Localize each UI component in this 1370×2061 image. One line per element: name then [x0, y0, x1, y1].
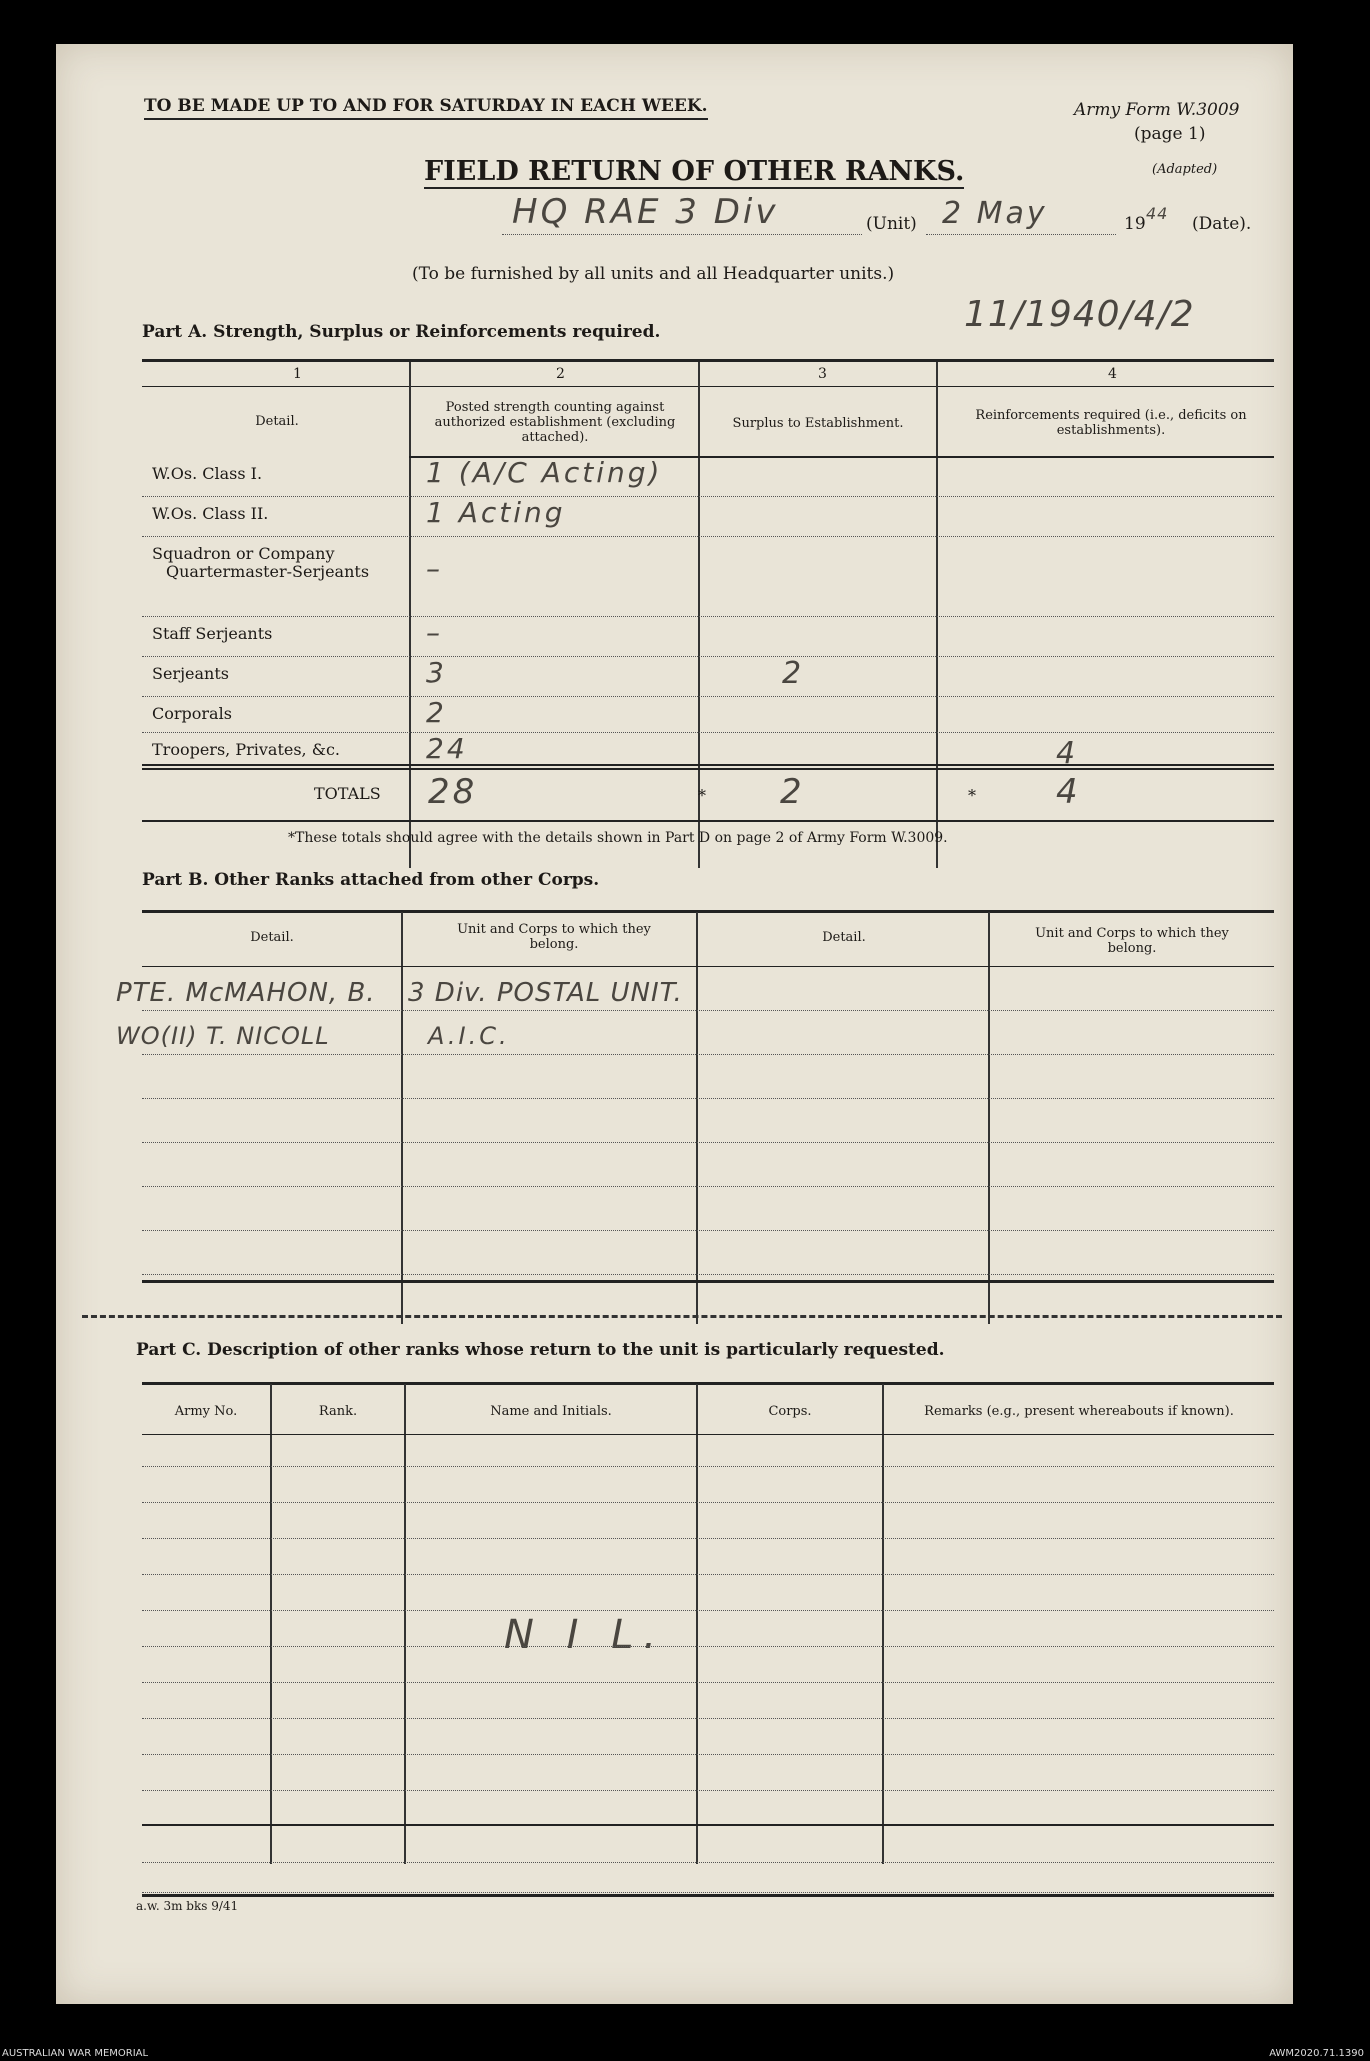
part-c-header-army-no: Army No.: [174, 1404, 238, 1419]
part-c-heading: Part C. Description of other ranks whose return to the unit is particularly requested.: [136, 1340, 945, 1360]
ruled-line: [142, 1186, 1274, 1187]
posted-value: 1 (A/C Acting): [426, 456, 663, 489]
part-a-heading: Part A. Strength, Surplus or Reinforcements required.: [142, 322, 661, 342]
row-divider: [142, 656, 1274, 657]
row-divider: [142, 696, 1274, 697]
posted-value: –: [426, 552, 443, 585]
adapted-label: (Adapted): [1152, 162, 1218, 177]
totals-reinf: 4: [1056, 772, 1081, 812]
part-b-heading: Part B. Other Ranks attached from other Corps.: [142, 870, 600, 890]
ruled-line: [142, 1574, 1274, 1575]
posted-value: 3: [426, 656, 447, 689]
ruled-line: [142, 1682, 1274, 1683]
part-b-header-detail-2: Detail.: [822, 930, 866, 945]
posted-value: 1 Acting: [426, 496, 566, 529]
header-reinforcements: Reinforcements required (i.e., deficits on establishments).: [975, 408, 1247, 438]
totals-label: TOTALS: [314, 784, 381, 803]
row-divider: [142, 536, 1274, 537]
form-sheet: [56, 44, 1293, 2004]
footer-left: AUSTRALIAN WAR MEMORIAL: [2, 2048, 149, 2059]
ruled-line: [142, 1754, 1274, 1755]
unit-label: (Unit): [866, 214, 917, 234]
perforation-line: [82, 1315, 1282, 1318]
form-title: FIELD RETURN OF OTHER RANKS.: [424, 156, 965, 187]
ruled-line: [142, 1538, 1274, 1539]
ruled-line: [142, 1718, 1274, 1719]
part-b-entry-2-unit: A.I.C.: [428, 1022, 510, 1050]
ruled-line: [142, 1892, 1274, 1893]
ruled-line: [142, 1502, 1274, 1503]
ruled-line: [142, 1142, 1274, 1143]
unit-value: HQ RAE 3 Div: [512, 192, 779, 232]
ruled-line: [142, 1862, 1274, 1863]
part-c-header-remarks: Remarks (e.g., present whereabouts if known).: [924, 1404, 1234, 1419]
part-a-footnote: *These totals should agree with the details shown in Part D on page 2 of Army Form W.3009.: [288, 830, 948, 846]
row-label: Staff Serjeants: [152, 624, 273, 643]
row-divider: [142, 496, 1274, 497]
part-c-nil: N I L.: [504, 1612, 667, 1658]
part-b-header-unit-2: Unit and Corps to which they belong.: [1035, 926, 1229, 956]
header-detail: Detail.: [255, 414, 299, 429]
row-label: W.Os. Class I.: [152, 464, 263, 483]
ruled-line: [142, 1274, 1274, 1275]
part-c-header-corps: Corps.: [768, 1404, 812, 1419]
row-label: W.Os. Class II.: [152, 504, 269, 523]
ruled-line: [142, 1054, 1274, 1055]
posted-value: 2: [426, 696, 447, 729]
totals-surplus: 2: [780, 772, 805, 812]
totals-surplus-star: *: [698, 786, 706, 805]
year-prefix: 19: [1124, 214, 1146, 234]
surplus-value: 2: [782, 656, 805, 691]
part-b-header-detail-1: Detail.: [250, 930, 294, 945]
ruled-line: [142, 1010, 1274, 1011]
reinforcement-value: 4: [1056, 736, 1079, 771]
instruction-text: TO BE MADE UP TO AND FOR SATURDAY IN EACH WEEK.: [144, 96, 708, 120]
posted-value: –: [426, 616, 443, 649]
header-surplus: Surplus to Establishment.: [732, 416, 904, 431]
row-label: Troopers, Privates, &c.: [152, 740, 341, 759]
ruled-line: [142, 1610, 1274, 1611]
footer-right: AWM2020.71.1390: [1269, 2048, 1364, 2059]
reference-number: 11/1940/4/2: [964, 294, 1195, 335]
row-label: Serjeants: [152, 664, 229, 683]
row-label: Squadron or Company: [152, 544, 335, 563]
col-number-1: 1: [293, 366, 302, 382]
totals-posted: 28: [428, 772, 478, 812]
header-posted-strength: Posted strength counting against authorized establishment (excluding attached).: [434, 400, 676, 445]
ruled-line: [142, 1098, 1274, 1099]
totals-reinf-star: *: [968, 786, 976, 805]
ruled-line: [142, 1466, 1274, 1467]
col-number-2: 2: [556, 366, 565, 382]
ruled-line: [142, 1230, 1274, 1231]
print-code: a.w. 3m bks 9/41: [136, 1899, 239, 1913]
part-b-entry-1-unit: 3 Div. POSTAL UNIT.: [408, 978, 683, 1008]
furnish-note: (To be furnished by all units and all Headquarter units.): [412, 264, 895, 284]
part-b-header-unit-1: Unit and Corps to which they belong.: [457, 922, 651, 952]
row-divider: [142, 616, 1274, 617]
year-suffix: 44: [1146, 204, 1169, 223]
date-label: (Date).: [1192, 214, 1252, 234]
date-value: 2 May: [942, 196, 1048, 231]
posted-value: 24: [426, 732, 468, 765]
form-number: Army Form W.3009: [1074, 100, 1240, 120]
row-label: Corporals: [152, 704, 232, 723]
part-c-header-rank: Rank.: [318, 1404, 358, 1419]
ruled-line: [142, 1790, 1274, 1791]
part-b-entry-2-detail: WO(II) T. NICOLL: [116, 1022, 330, 1050]
ruled-line: [142, 1646, 1274, 1647]
row-label: Quartermaster-Serjeants: [166, 562, 370, 581]
col-number-4: 4: [1108, 366, 1117, 382]
col-number-3: 3: [818, 366, 827, 382]
row-divider: [142, 732, 1274, 733]
page-number: (page 1): [1134, 124, 1206, 144]
part-c-header-name: Name and Initials.: [490, 1404, 612, 1419]
part-b-entry-1-detail: PTE. McMAHON, B.: [116, 978, 376, 1008]
